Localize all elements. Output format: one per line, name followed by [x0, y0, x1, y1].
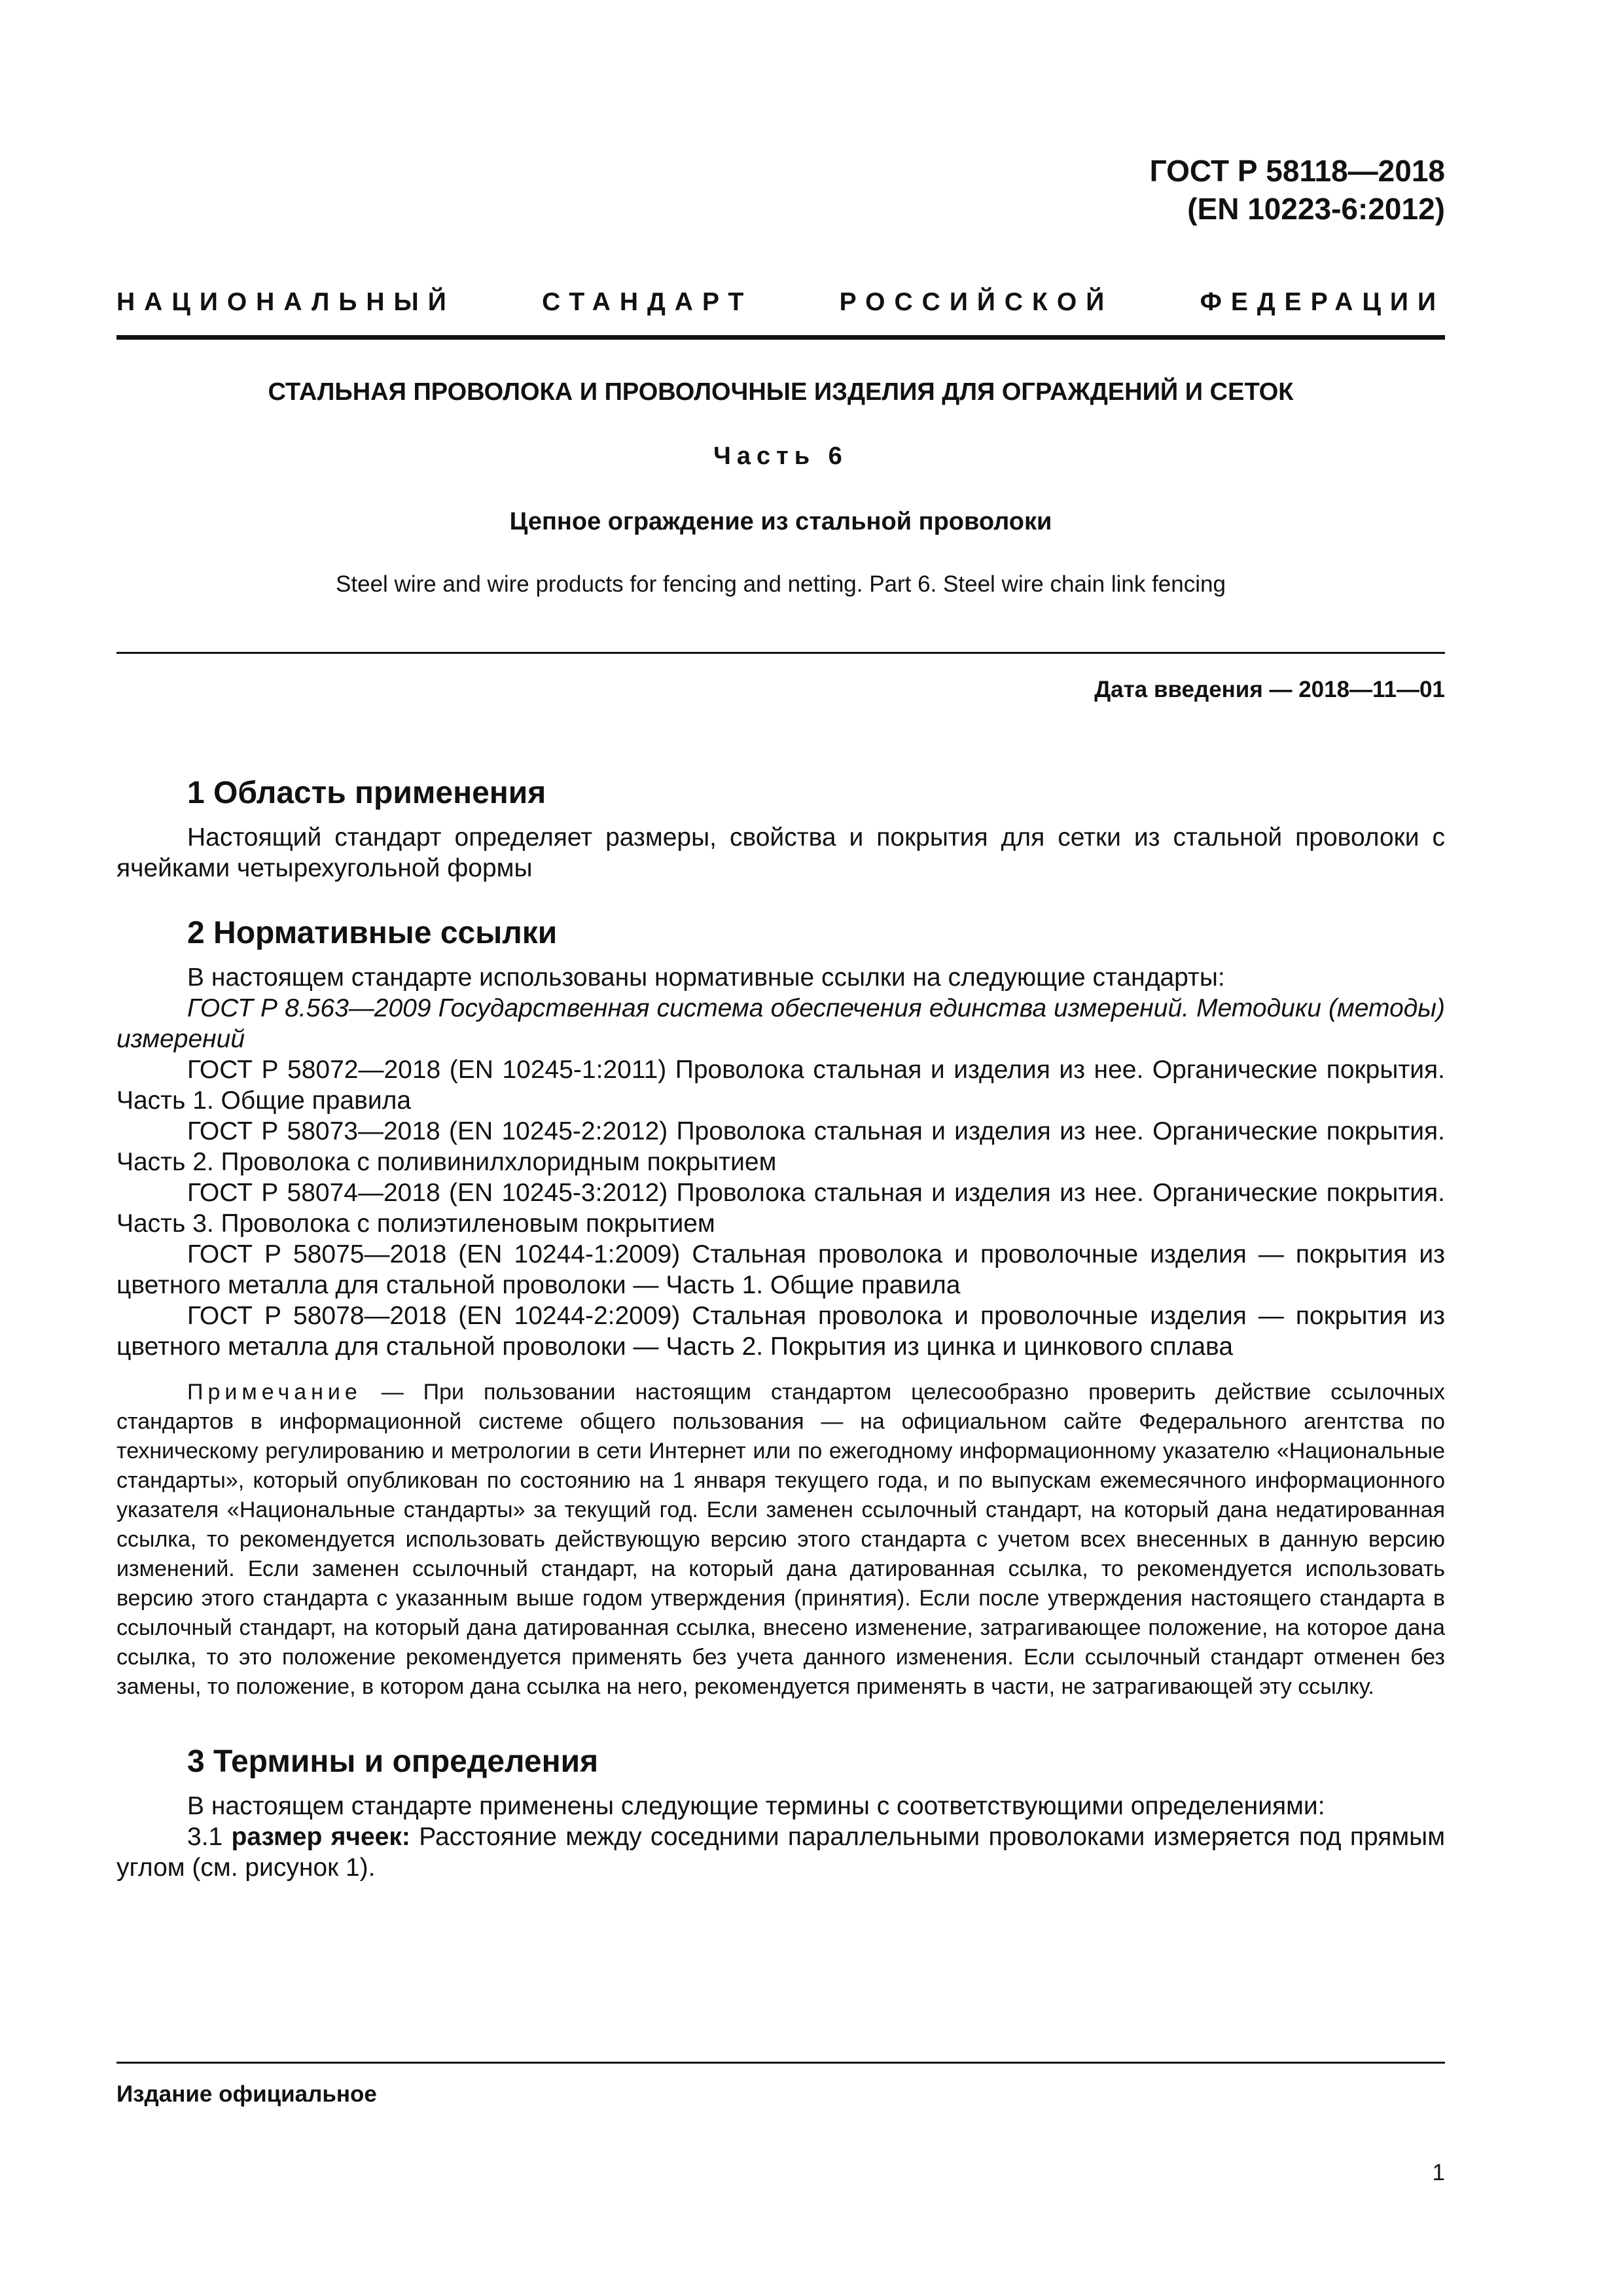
doc-number: ГОСТ Р 58118—2018	[1149, 154, 1445, 188]
note-text: — При пользовании настоящим стандартом целесообразно проверить действие ссылочных стандартов в информационной системе общего пользования — на официальном сайте Федерального агентства по техническому регулированию и метрологии в сети Интернет или по ежегодному информационному указателю «Национальные стандарты», который опубликован по состоянию на 1 января текущего года, и по выпускам ежемесячного информационного указателя «Национальные стандарты» за текущий год. Если заменен ссылочный стандарт, на который дана недатированная ссылка, то рекомендуется использовать действующую версию этого стандарта с учетом всех внесенных в данную версию изменений. Если заменен ссылочный стандарт, на который дана датированная ссылка, то рекомендуется использовать версию этого стандарта с указанным выше годом утверждения (принятия). Если после утверждения настоящего стандарта в ссылочный стандарт, на который дана датированная ссылка, внесено изменение, затрагивающее положение, на которое дана ссылка, то это положение рекомендуется применять без учета данного изменения. Если ссылочный стандарт отменен без замены, то положение, в котором дана ссылка на него, рекомендуется применять в части, не затрагивающей эту ссылку.	[116, 1380, 1445, 1699]
footer-divider	[116, 2062, 1445, 2064]
term-definition	[116, 1821, 1445, 1883]
page-number: 1	[1432, 2160, 1445, 2185]
term-number: 3.1	[187, 1823, 223, 1851]
references-intro: В настоящем стандарте использованы нормативные ссылки на следующие стандарты:	[187, 963, 1225, 992]
reference-item: ГОСТ Р 58073—2018 (EN 10245-2:2012) Проволока стальная и изделия из нее. Органические покрытия. Часть 2. Проволока с поливинилхлоридным покрытием	[116, 1117, 1445, 1176]
note-label: Примечание	[187, 1380, 362, 1405]
note-paragraph	[116, 1378, 1445, 1702]
document-page	[116, 0, 1445, 2296]
doc-equivalent: (EN 10223-6:2012)	[1187, 192, 1445, 226]
document-subtitle: Цепное ограждение из стальной проволоки	[509, 508, 1052, 535]
reference-item: ГОСТ Р 58072—2018 (EN 10245-1:2011) Проволока стальная и изделия из нее. Органические покрытия. Часть 1. Общие правила	[116, 1056, 1445, 1115]
term-name: размер ячеек:	[231, 1823, 410, 1851]
document-title: СТАЛЬНАЯ ПРОВОЛОКА И ПРОВОЛОЧНЫЕ ИЗДЕЛИЯ ДЛЯ ОГРАЖДЕНИЙ И СЕТОК	[268, 378, 1294, 406]
document-designation	[1150, 152, 1445, 228]
title-divider	[116, 652, 1445, 654]
reference-item: ГОСТ Р 58075—2018 (EN 10244-1:2009) Стальная проволока и проволочные изделия — покрытия из цветного металла для стальной проволоки — Часть 1. Общие правила	[116, 1240, 1445, 1299]
english-title: Steel wire and wire products for fencing and netting. Part 6. Steel wire chain link fencing	[336, 571, 1226, 597]
national-standard-banner: НАЦИОНАЛЬНЫЙ СТАНДАРТ РОССИЙСКОЙ ФЕДЕРАЦИИ	[116, 288, 1445, 316]
header-divider	[116, 335, 1445, 340]
section-heading-references: 2 Нормативные ссылки	[187, 916, 558, 950]
scope-paragraph: Настоящий стандарт определяет размеры, свойства и покрытия для сетки из стальной проволоки с ячейками четырехугольной формы	[116, 823, 1445, 882]
term-text: Расстояние между соседними параллельными проволоками измеряется под прямым углом (см. рисунок 1).	[116, 1823, 1446, 1882]
reference-item: ГОСТ Р 8.563—2009 Государственная система обеспечения единства измерений. Методики (методы) измерений	[116, 994, 1445, 1053]
terms-intro: В настоящем стандарте применены следующие термины с соответствующими определениями:	[187, 1792, 1325, 1820]
document-body	[116, 772, 1445, 1883]
reference-item: ГОСТ Р 58074—2018 (EN 10245-3:2012) Проволока стальная и изделия из нее. Органические покрытия. Часть 3. Проволока с полиэтиленовым покрытием	[116, 1179, 1445, 1238]
official-edition-label: Издание официальное	[116, 2081, 377, 2107]
section-heading-scope: 1 Область применения	[187, 776, 546, 810]
reference-item: ГОСТ Р 58078—2018 (EN 10244-2:2009) Стальная проволока и проволочные изделия — покрытия из цветного металла для стальной проволоки — Часть 2. Покрытия из цинка и цинкового сплава	[116, 1302, 1445, 1361]
section-heading-terms: 3 Термины и определения	[187, 1744, 599, 1779]
part-label: Часть 6	[713, 442, 848, 470]
introduction-date: Дата введения — 2018—11—01	[1094, 677, 1445, 702]
